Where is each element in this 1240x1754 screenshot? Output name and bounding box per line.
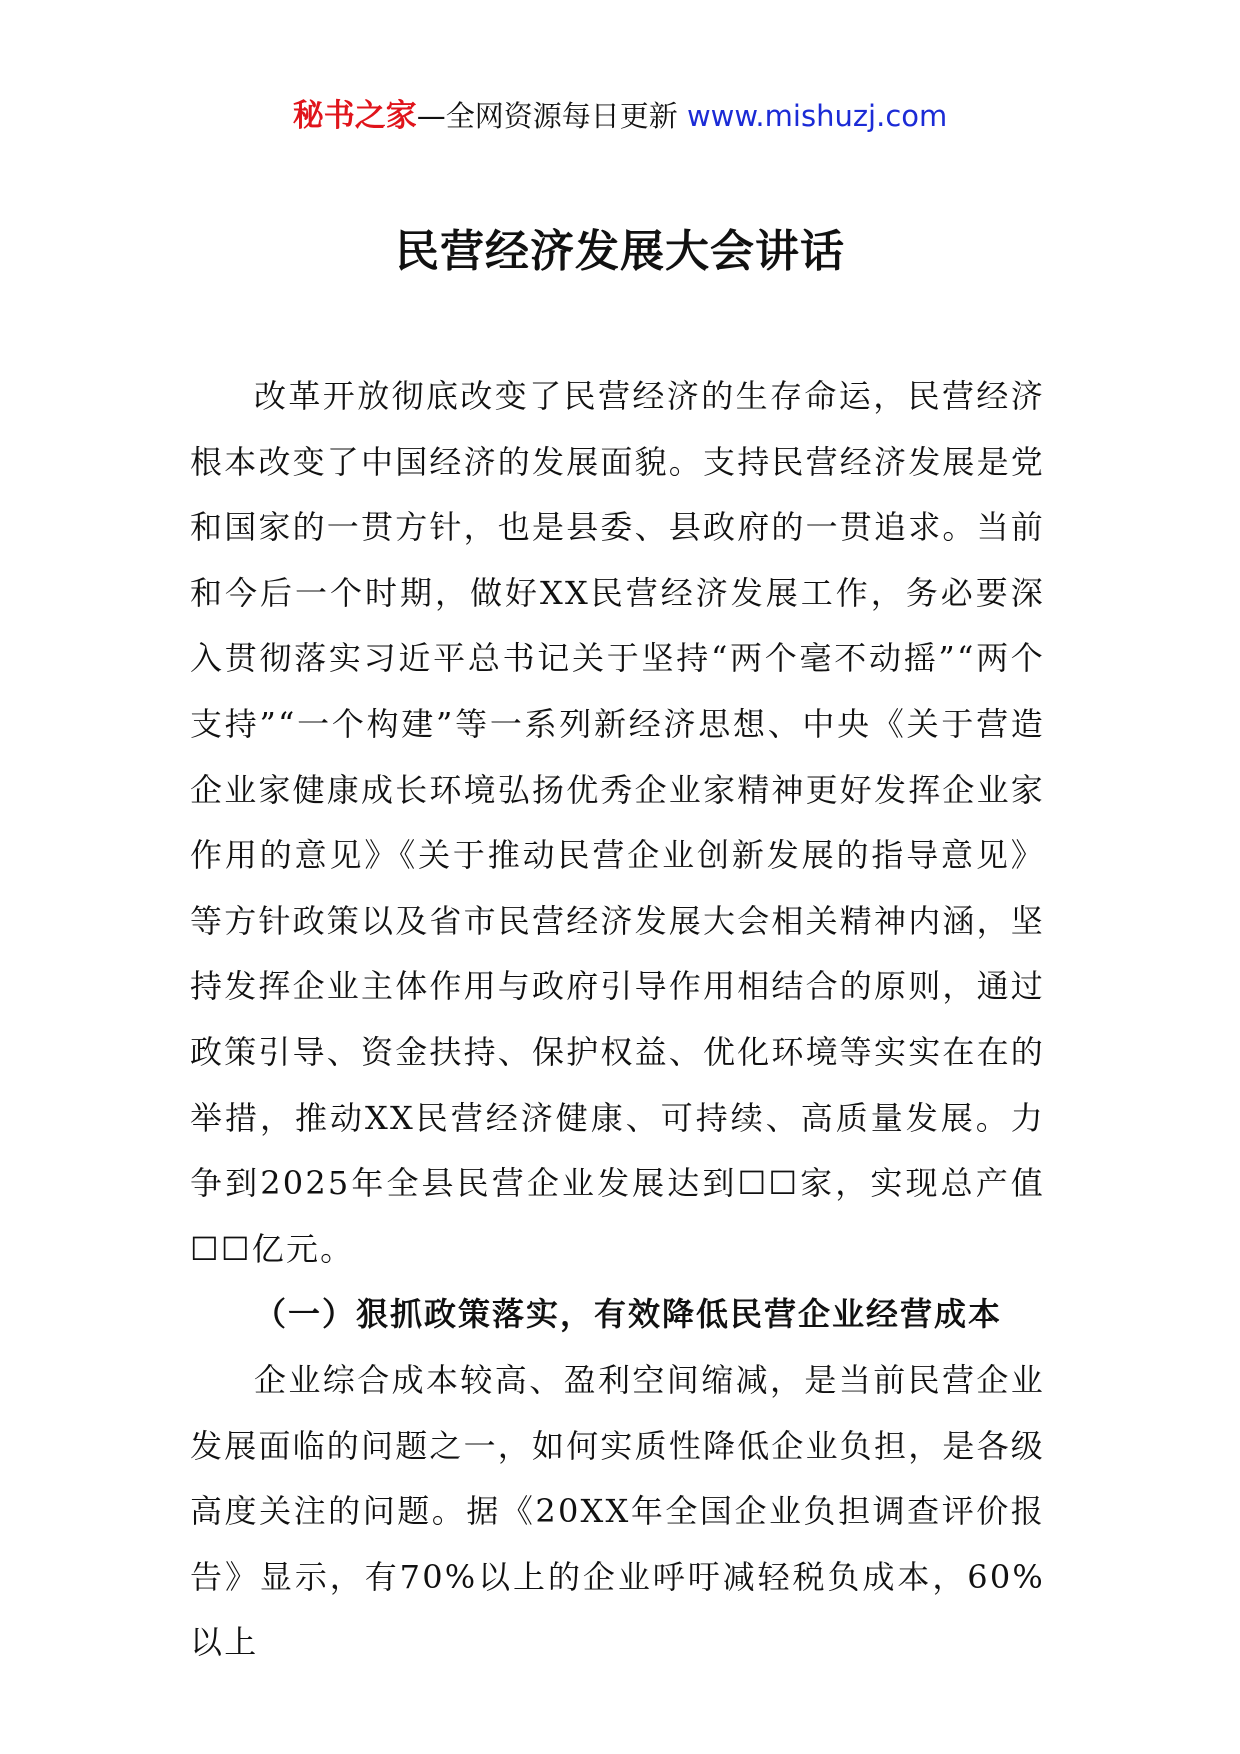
brand-name: 秘书之家: [292, 98, 417, 134]
body-paragraph: 改革开放彻底改变了民营经济的生存命运，民营经济根本改变了中国经济的发展面貌。支持民营经济发展是党和国家的一贯方针，也是县委、县政府的一贯追求。当前和今后一个时期，做好XX民营经济发展工作，务必要深入贯彻落实习近平总书记关于坚持“两个毫不动摇”“两个支持”“一个构建”等一系列新经济思想、中央《关于营造企业家健康成长环境弘扬优秀企业家精神更好发挥企业家作用的意见》《关于推动民营企业创新发展的指导意见》等方针政策以及省市民营经济发展大会相关精神内涵，坚持发挥企业主体作用与政府引导作用相结合的原则，通过政策引导、资金扶持、保护权益、优化环境等实实在在的举措，推动XX民营经济健康、可持续、高质量发展。力争到2025年全县民营企业发展达到☐☐家，实现总产值☐☐亿元。: [190, 377, 1046, 1268]
section-heading: （一）狠抓政策落实，有效降低民营企业经营成本: [254, 1295, 1003, 1334]
header-slogan: —全网资源每日更新: [416, 99, 687, 133]
document-body: [190, 364, 1045, 1676]
document-title: 民营经济发展大会讲话: [395, 226, 845, 277]
page-header: [0, 96, 1240, 136]
body-paragraph: 企业综合成本较高、盈利空间缩减，是当前民营企业发展面临的问题之一，如何实质性降低企业负担，是各级高度关注的问题。据《20XX年全国企业负担调查评价报告》显示，有70%以上的企业呼吁减轻税负成本，60%以上: [190, 1360, 1046, 1662]
website-link[interactable]: www.mishuzj.com: [686, 99, 948, 133]
